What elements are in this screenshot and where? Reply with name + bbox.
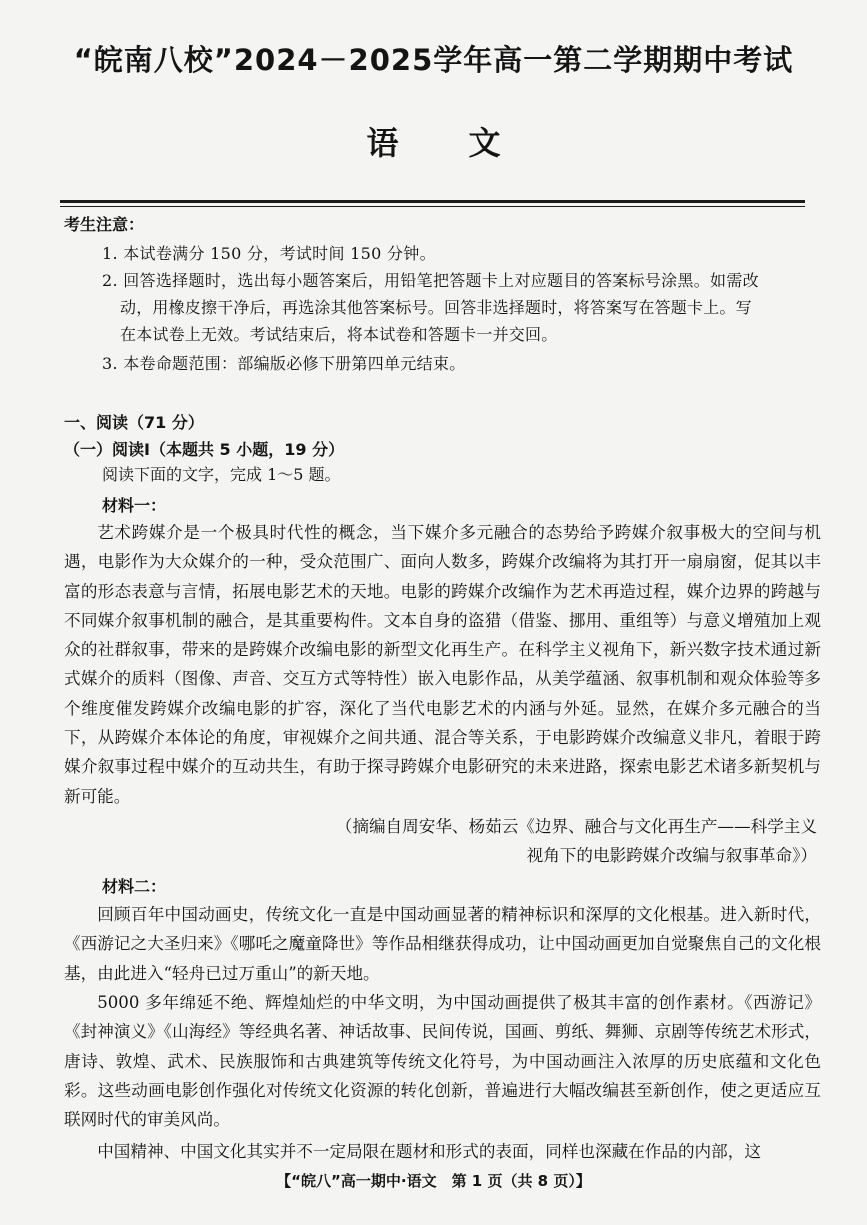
material-1-citation-line-1: （摘编自周安华、杨茹云《边界、融合与文化再生产——科学主义 <box>335 817 817 836</box>
header-rule-thin <box>60 206 805 207</box>
notice-item-2-cont-1: 动，用橡皮擦干净后，再选涂其他答案标号。回答非选择题时，将答案写在答题卡上。写 <box>120 298 752 317</box>
exam-title: “皖南八校”2024－2025学年高一第二学期期中考试 <box>73 43 794 77</box>
subject-title: 语文 <box>366 124 571 162</box>
notice-item-2: 2. 回答选择题时，选出每小题答案后，用铅笔把答题卡上对应题目的答案标号涂黑。如需改 <box>102 271 759 290</box>
material-2-label: 材料二： <box>102 877 167 896</box>
notice-heading: 考生注意： <box>64 215 145 234</box>
material-2-paragraph-1: 回顾百年中国动画史，传统文化一直是中国动画显著的精神标识和深厚的文化根基。进入新时代，《西游记之大圣归来》《哪吒之魔童降世》等作品相继获得成功，让中国动画更加自觉聚焦自己的文化根基，由此进入“轻舟已过万重山”的新天地。 <box>64 905 821 983</box>
notice-item-2-cont-2: 在本试卷上无效。考试结束后，将本试卷和答题卡一并交回。 <box>120 325 558 344</box>
material-1-label: 材料一： <box>102 496 167 515</box>
section-heading: 一、阅读（71 分） <box>64 413 204 432</box>
subsection-heading: （一）阅读Ⅰ（本题共 5 小题，19 分） <box>64 440 345 459</box>
notice-item-1: 1. 本试卷满分 150 分，考试时间 150 分钟。 <box>102 244 436 263</box>
page-footer: 【“皖八”高一期中·语文 第 1 页（共 8 页）】 <box>276 1172 591 1190</box>
header-rule-thick <box>60 200 805 203</box>
material-1-citation-line-2: 视角下的电影跨媒介改编与叙事革命》） <box>526 846 817 865</box>
material-1-paragraph: 艺术跨媒介是一个极具时代性的概念，当下媒介多元融合的态势给予跨媒介叙事极大的空间与机遇，电影作为大众媒介的一种，受众范围广、面向人数多，跨媒介改编将为其打开一扇扇窗，促其以丰富的形态表意与言情，拓展电影艺术的天地。电影的跨媒介改编作为艺术再造过程，媒介边界的跨越与不同媒介叙事机制的融合，是其重要构件。文本自身的盗猎（借鉴、挪用、重组等）与意义增殖加上观众的社群叙事，带来的是跨媒介改编电影的新型文化再生产。在科学主义视角下，新兴数字技术通过新式媒介的质料（图像、声音、交互方式等特性）嵌入电影作品，从美学蕴涵、叙事机制和观众体验等多个维度催发跨媒介改编电影的扩容，深化了当代电影艺术的内涵与外延。显然，在媒介多元融合的当下，从跨媒介本体论的角度，审视媒介之间共通、混合等关系，于电影跨媒介改编意义非凡，着眼于跨媒介叙事过程中媒介的互动共生，有助于探寻跨媒介电影研究的未来进路，探索电影艺术诸多新契机与新可能。 <box>64 523 821 806</box>
material-2-paragraph-3: 中国精神、中国文化其实并不一定局限在题材和形式的表面，同样也深藏在作品的内部，这 <box>97 1142 761 1161</box>
notice-item-3: 3. 本卷命题范围：部编版必修下册第四单元结束。 <box>102 354 466 373</box>
material-2-paragraph-2: 5000 多年绵延不绝、辉煌灿烂的中华文明，为中国动画提供了极其丰富的创作素材。《西游记》《封神演义》《山海经》等经典名著、神话故事、民间传说，国画、剪纸、舞狮、京剧等传统艺术形式，唐诗、敦煌、武术、民族服饰和古典建筑等传统文化符号，为中国动画注入浓厚的历史底蕴和文化色彩。这些动画电影创作强化对传统文化资源的转化创新，普遍进行大幅改编甚至新创作，使之更适应互联网时代的审美风尚。 <box>64 993 821 1130</box>
instruction: 阅读下面的文字，完成 1～5 题。 <box>102 465 341 484</box>
